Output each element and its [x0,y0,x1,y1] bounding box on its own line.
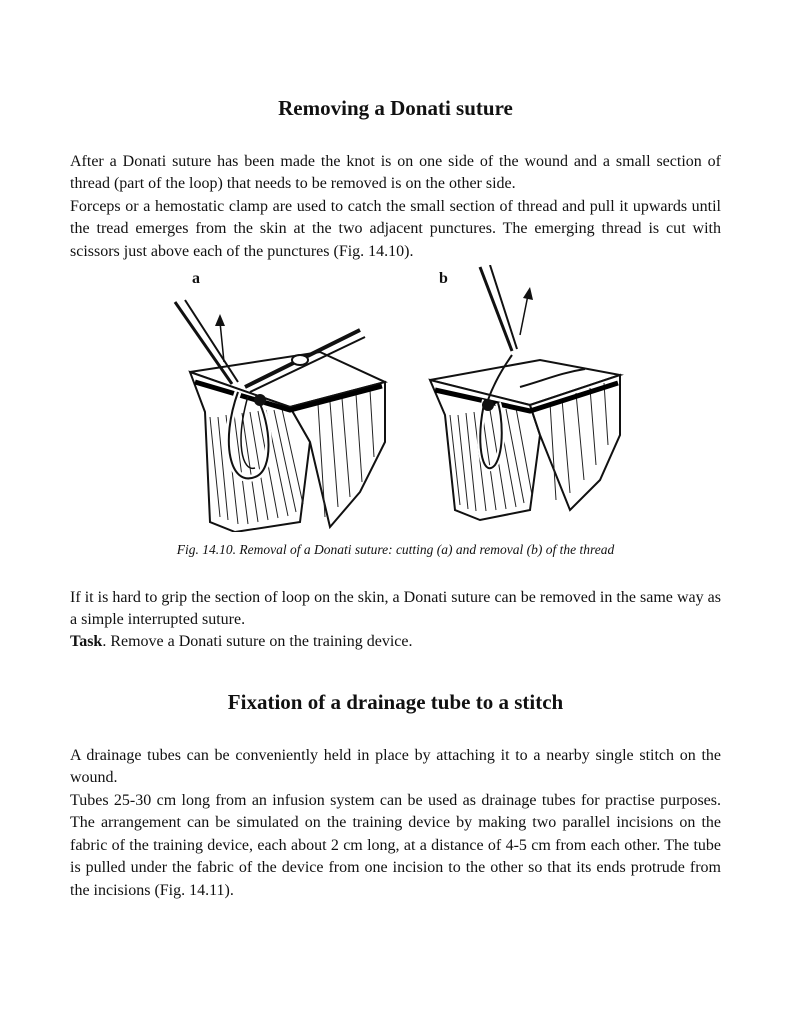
paragraph-alternative-removal: If it is hard to grip the section of loop on the skin, a Donati suture can be removed in the same way as a simple interrupted suture. [70,589,721,629]
paragraph-forceps-method: Forceps or a hemostatic clamp are used to catch the small section of thread and pull it upwards until the tread emerges from the skin at the two adjacent punctures. The emerging thread is cut with scissors just above each of the punctures (Fig. 14.10). [70,198,721,260]
task-paragraph [70,631,721,653]
task-text: . Remove a Donati suture on the training device. [102,633,413,650]
section-title-drainage-tube: Fixation of a drainage tube to a stitch [227,690,564,714]
figure-label-a: a [192,270,200,287]
figure-label-b: b [439,270,448,287]
paragraph-drainage-method: Tubes 25-30 cm long from an infusion system can be used as drainage tubes for practise purposes. The arrangement can be simulated on the training device by making two parallel incisions on the fabric of the training device, each about 2 cm long, at a distance of 4-5 cm from each other. The tube is pulled under the fabric of the device from one incision to the other so that its ends protrude from the incisions (Fig. 14.11). [70,792,721,899]
figure-a-cutting-illustration [160,292,400,532]
figure-b-removal-illustration [420,265,640,525]
figure-caption: Fig. 14.10. Removal of a Donati suture: cutting (a) and removal (b) of the thread [176,542,615,557]
section-title-removing-donati: Removing a Donati suture [278,96,513,120]
paragraph-donati-intro: After a Donati suture has been made the knot is on one side of the wound and a small section of thread (part of the loop) that needs to be removed is on the other side. [70,153,721,193]
paragraph-drainage-intro: A drainage tubes can be conveniently held in place by attaching it to a nearby single stitch on the wound. [70,747,721,787]
task-label: Task [70,633,103,650]
